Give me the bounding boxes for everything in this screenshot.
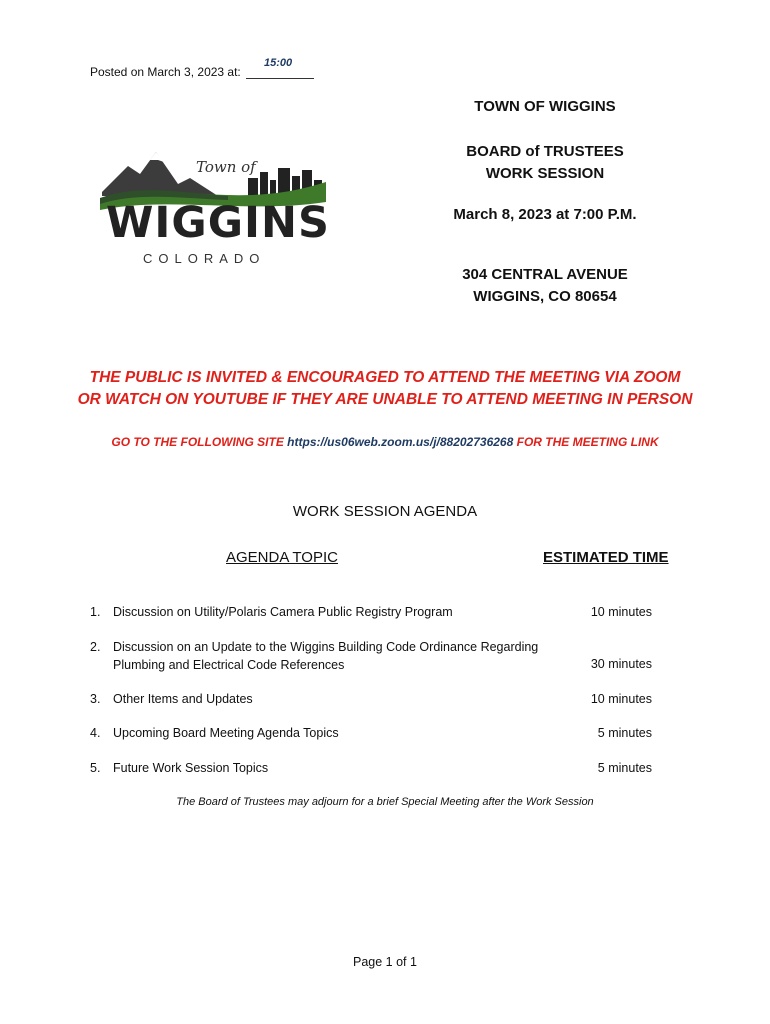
header-session: WORK SESSION — [485, 165, 605, 182]
agenda-item-line1: Future Work Session Topics — [113, 761, 269, 775]
agenda-item-line1: Other Items and Updates — [113, 692, 253, 706]
agenda-item-topic — [113, 724, 553, 742]
agenda-col-time: ESTIMATED TIME — [543, 549, 669, 566]
agenda-title: WORK SESSION AGENDA — [292, 503, 478, 520]
agenda-item-num: 2. — [90, 640, 101, 654]
logo-name: WIGGINS — [106, 198, 330, 248]
page-number: Page 1 of 1 — [353, 955, 417, 969]
agenda-item-line1: Discussion on Utility/Polaris Camera Public Registry Program — [113, 605, 453, 619]
notice-goto — [0, 435, 770, 449]
agenda-item-topic — [113, 603, 553, 621]
agenda-item-time: 5 minutes — [597, 726, 652, 740]
notice-line1: THE PUBLIC IS INVITED & ENCOURAGED TO ATTEND THE MEETING VIA ZOOM — [89, 369, 681, 386]
notice-goto-prefix: GO TO THE FOLLOWING SITE — [111, 435, 284, 449]
posted-label: Posted on March 3, 2023 at: — [90, 65, 241, 79]
agenda-item-num: 5. — [90, 761, 101, 775]
agenda-item-line2: Plumbing and Electrical Code References — [113, 658, 345, 672]
agenda-item-num: 4. — [90, 726, 101, 740]
footnote: The Board of Trustees may adjourn for a brief Special Meeting after the Work Session — [176, 796, 594, 808]
posted-time-underline — [246, 78, 314, 79]
header-date: March 8, 2023 at 7:00 P.M. — [453, 206, 637, 223]
logo-state: COLORADO — [143, 251, 266, 266]
logo-town-of: Town of — [196, 158, 256, 176]
agenda-item-time: 30 minutes — [590, 657, 652, 671]
notice-goto-suffix: FOR THE MEETING LINK — [516, 435, 659, 449]
agenda-item-time: 10 minutes — [590, 605, 652, 619]
header-town: TOWN OF WIGGINS — [474, 98, 616, 115]
header-address-line2: WIGGINS, CO 80654 — [473, 288, 617, 305]
agenda-item-num: 3. — [90, 692, 101, 706]
zoom-link[interactable]: https://us06web.zoom.us/j/88202736268 — [287, 435, 514, 449]
agenda-col-topic: AGENDA TOPIC — [226, 549, 338, 566]
agenda-item-topic — [113, 759, 553, 777]
agenda-item-time: 10 minutes — [590, 692, 652, 706]
agenda-item-topic — [113, 690, 553, 708]
agenda-item-time: 5 minutes — [597, 761, 652, 775]
posted-time: 15:00 — [264, 57, 293, 69]
notice-line2: OR WATCH ON YOUTUBE IF THEY ARE UNABLE TO ATTEND MEETING IN PERSON — [77, 391, 693, 408]
header-address-line1: 304 CENTRAL AVENUE — [462, 266, 628, 283]
agenda-item-line1: Upcoming Board Meeting Agenda Topics — [113, 726, 339, 740]
agenda-item-num: 1. — [90, 605, 101, 619]
header-board: BOARD of TRUSTEES — [466, 143, 624, 160]
agenda-item-line1: Discussion on an Update to the Wiggins Building Code Ordinance Regarding — [113, 640, 539, 654]
agenda-item-topic — [113, 638, 553, 674]
